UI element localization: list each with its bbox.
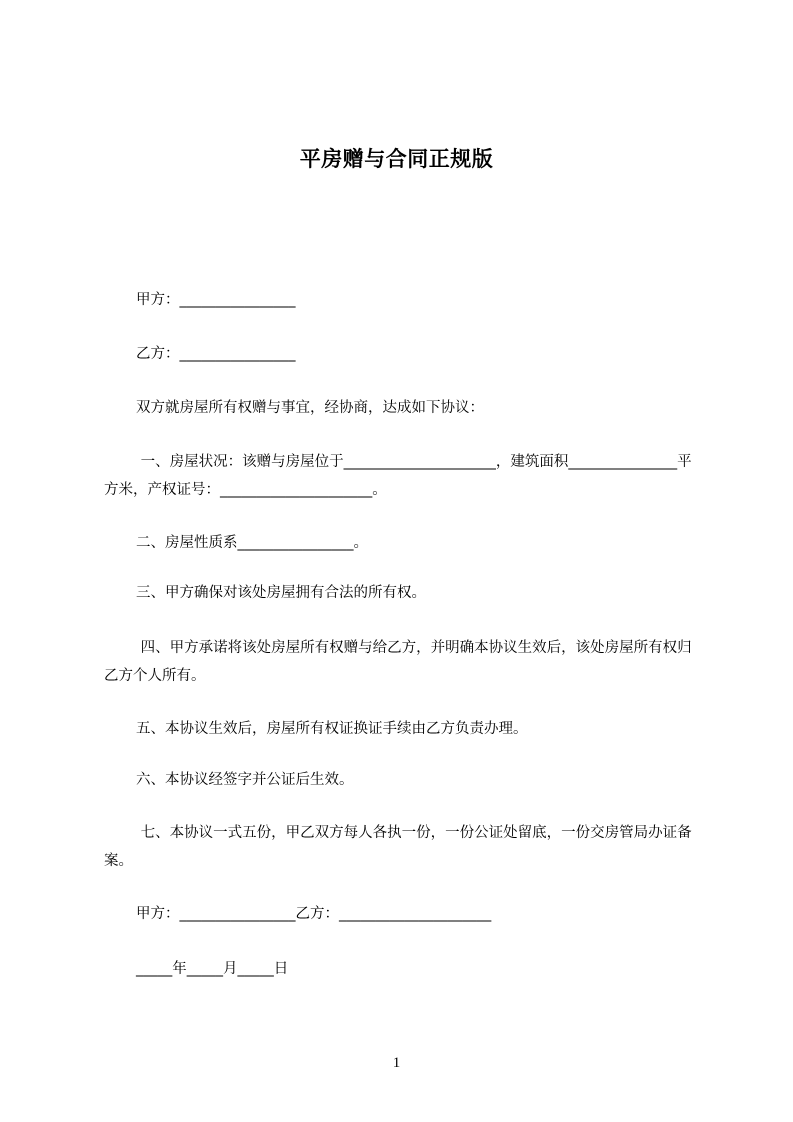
- clause-6: 六、本协议经签字并公证后生效。: [136, 772, 354, 788]
- page-number: 1: [392, 1055, 401, 1071]
- clause-7: 七、本协议一式五份，甲乙双方每人各执一份，一份公证处留底，一份交房管局办证备案。: [104, 825, 692, 869]
- clause-3: 三、甲方确保对该处房屋拥有合法的所有权。: [136, 585, 426, 601]
- clause-1: 一、房屋状况：该赠与房屋位于_____________________，建筑面积_______________平方米，产权证号：_____________________。: [104, 454, 692, 498]
- clause-2: 二、房屋性质系________________。: [136, 535, 368, 551]
- clause-5: 五、本协议生效后，房屋所有权证换证手续由乙方负责办理。: [136, 721, 528, 737]
- signature-line: 甲方：________________乙方：_____________________: [136, 906, 492, 922]
- party-b-line: 乙方：________________: [136, 346, 296, 362]
- party-a-line: 甲方：________________: [136, 292, 296, 308]
- intro-paragraph: 双方就房屋所有权赠与事宜，经协商，达成如下协议：: [136, 400, 484, 416]
- clause-4: 四、甲方承诺将该处房屋所有权赠与给乙方，并明确本协议生效后，该处房屋所有权归乙方个人所有。: [104, 640, 692, 684]
- document-title: 平房赠与合同正规版: [299, 147, 494, 171]
- date-line: _____年_____月_____日: [136, 961, 289, 977]
